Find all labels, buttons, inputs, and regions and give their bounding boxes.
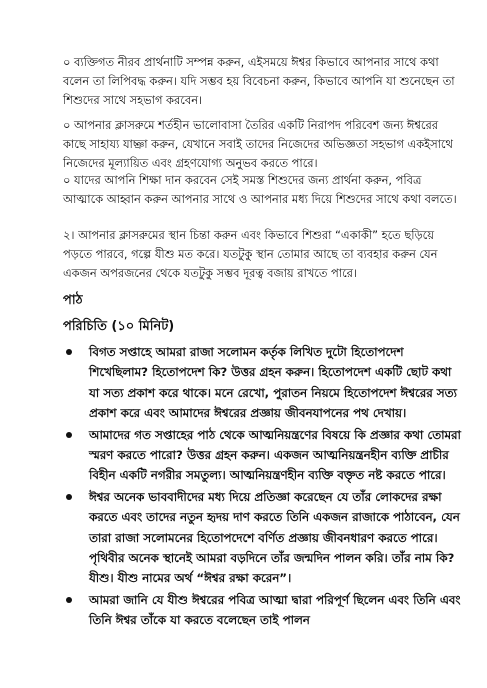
intro-bullet-list: [63, 342, 463, 632]
bullet-text: ঈশ্বর অনেক ভাববাদীদের মধ্য দিয়ে প্রতিজ্ঞা করেছেন যে তাঁর লোকদের রক্ষা করতে এবং তাদের নতুন হৃদয় দাণ করতে তিনি একজন রাজাকে পাঠাবেন, যেন তারা রাজা সলোমনের হিতোপদেশে বর্ণিত প্রজ্ঞায় জীবনধারণ করতে পারে। পৃথিবীর অনেক স্থানেই আমরা বড়দিনে তাঁর জন্মদিন পালন করি। তাঁর নাম কি? যীশু। যীশু নামের অর্থ “ঈশ্বর রক্ষা করেন”।: [89, 489, 460, 586]
lesson-heading: পাঠ: [63, 293, 83, 308]
list-item: [63, 342, 463, 424]
paragraph-prayer-classroom: ০ আপনার ক্লাসরুমে শর্তহীন ভালোবাসা তৈরির একটি নিরাপদ পরিবেশ জন্য ঈশ্বরের কাছে সাহায্য যাচ্ঞা করুন, যেখানে সবাই তাদের নিজেদের অভিজ্ঞতা সহভাগ একইসাথে নিজেদের মূল্যায়িত এবং গ্রহণযোগ্য অনুভব করতে পারে।: [63, 118, 453, 171]
list-item: [63, 590, 463, 631]
bullet-icon: [66, 432, 72, 438]
list-item: [63, 425, 463, 486]
intro-heading: পরিচিতি (১০ মিনিট): [63, 319, 175, 334]
paragraph-prayer-personal: ০ ব্যক্তিগত নীরব প্রার্থনাটি সম্পন্ন করুন, এইসময়ে ঈশ্বর কিভাবে আপনার সাথে কথা বলেন তা লিপিবদ্ধ করুন। যদি সম্ভব হয় বিবেচনা করুন, কিভাবে আপনি যা শুনেছেন তা শিশুদের সাথে সহভাগ করবেন।: [63, 55, 455, 108]
bullet-text: আমাদের গত সপ্তাহের পাঠ থেকে আত্মনিয়ন্ত্রণের বিষয়ে কি প্রজ্ঞার কথা তোমরা স্মরণ করতে পারো? উত্তর গ্রহন করুন। একজন আত্মনিয়ন্ত্রনহীন ব্যক্তি প্রাচীর বিহীন একটি নগরীর সমতুল্য। আত্মনিয়ন্ত্রণহীন ব্যক্তি বক্তৃত নষ্ট করতে পারে।: [89, 427, 461, 483]
paragraph-classroom-space: ২। আপনার ক্লাসরুমের স্থান চিন্তা করুন এবং কিভাবে শিশুরা “একাকী” হতে ছড়িয়ে পড়তে পারবে, গল্পে যীশু মত করে। যতটুকু স্থান তোমার আছে তা ব্যবহার করুন যেন একজন অপরজনের থেকে যতটুকু সম্ভব দূরত্ব বজায় রাখতে পারে।: [63, 228, 438, 281]
bullet-icon: [66, 597, 72, 603]
bullet-text: আমরা জানি যে যীশু ঈশ্বরের পবিত্র আত্মা দ্বারা পরিপূর্ণ ছিলেন এবং তিনি এবং তিনি ঈশ্বর তাঁকে যা করতে বলেছেন তাই পালন: [89, 592, 461, 628]
list-item: [63, 487, 463, 589]
bullet-icon: [66, 494, 72, 500]
bullet-text: বিগত সপ্তাহে আমরা রাজা সলোমন কর্তৃক লিখিত দুটো হিতোপদেশ শিখেছিলাম? হিতোপদেশ কি? উত্তর গ্রহন করুন। হিতোপদেশ একটি ছোট কথা যা সত্য প্রকাশ করে থাকে। মনে রেখো, পুরাতন নিয়মে হিতোপদেশ ঈশ্বরের সত্য প্রকাশ করে এবং আমাদের ঈশ্বরের প্রজ্ঞায় জীবনযাপনের পথ দেখায়।: [89, 345, 457, 421]
paragraph-prayer-children: ০ যাদের আপনি শিক্ষা দান করবেন সেই সমস্ত শিশুদের জন্য প্রার্থনা করুন, পবিত্র আত্মাকে আহ্বান করুন আপনার সাথে ও আপনার মধ্য দিয়ে শিশুদের সাথে কথা বলতে।: [63, 173, 457, 207]
bullet-icon: [66, 349, 72, 355]
